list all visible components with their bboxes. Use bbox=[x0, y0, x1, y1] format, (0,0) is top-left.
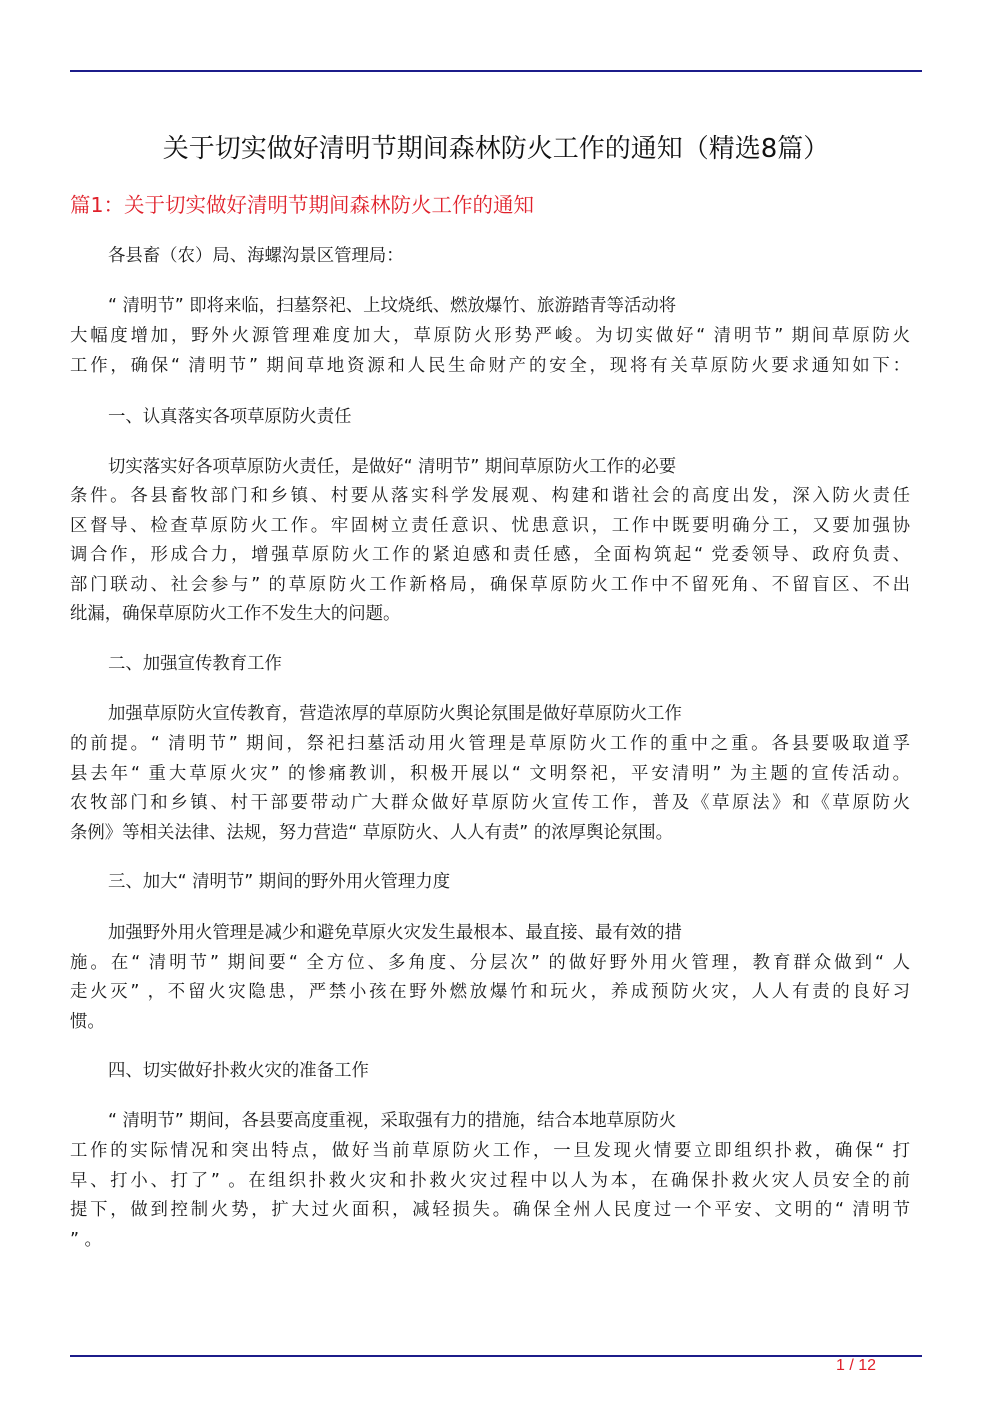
paragraph-line: 施。在“ 清明节” 期间要“ 全方位、多角度、分层次” 的做好野外用火管理，教育群众做到“ 人 bbox=[70, 953, 910, 973]
section-title: 篇1：关于切实做好清明节期间森林防火工作的通知 bbox=[70, 193, 535, 217]
document-title: 关于切实做好清明节期间森林防火工作的通知（精选8篇） bbox=[162, 134, 830, 164]
heading-two: 二、加强宣传教育工作 bbox=[108, 654, 282, 674]
heading-one: 一、认真落实各项草原防火责任 bbox=[108, 407, 352, 427]
salutation: 各县畜（农）局、海螺沟景区管理局： bbox=[108, 246, 404, 266]
paragraph-line: 工作的实际情况和突出特点，做好当前草原防火工作，一旦发现火情要立即组织扑救，确保“ 打 bbox=[70, 1141, 910, 1161]
paragraph-line: 区督导、检查草原防火工作。牢固树立责任意识、忧患意识，工作中既要明确分工，又要加强协 bbox=[70, 516, 910, 536]
paragraph-line: 工作，确保“ 清明节” 期间草地资源和人民生命财产的安全，现将有关草原防火要求通知如下： bbox=[70, 356, 910, 376]
header-rule bbox=[70, 70, 922, 72]
paragraph-line: 切实落实好各项草原防火责任，是做好“ 清明节” 期间草原防火工作的必要 bbox=[108, 457, 677, 477]
paragraph-line: 走火灭” ，不留火灾隐患，严禁小孩在野外燃放爆竹和玩火，养成预防火灾，人人有责的良好习 bbox=[70, 982, 910, 1002]
paragraph-line: 调合作，形成合力，增强草原防火工作的紧迫感和责任感，全面构筑起“ 党委领导、政府负责、 bbox=[70, 545, 910, 565]
paragraph-line: 加强草原防火宣传教育，营造浓厚的草原防火舆论氛围是做好草原防火工作 bbox=[108, 704, 682, 724]
paragraph-line: 加强野外用火管理是减少和避免草原火灾发生最根本、最直接、最有效的措 bbox=[108, 923, 682, 943]
paragraph-line: “ 清明节” 期间，各县要高度重视，采取强有力的措施，结合本地草原防火 bbox=[108, 1111, 677, 1131]
paragraph-line: ” 。 bbox=[70, 1230, 102, 1250]
heading-four: 四、切实做好扑救火灾的准备工作 bbox=[108, 1061, 369, 1081]
page-number: 1 / 12 bbox=[835, 1357, 876, 1374]
paragraph-line: 的前提。“ 清明节” 期间，祭祀扫墓活动用火管理是草原防火工作的重中之重。各县要吸取道孚 bbox=[70, 734, 910, 754]
paragraph-line: “ 清明节” 即将来临，扫墓祭祀、上坟烧纸、燃放爆竹、旅游踏青等活动将 bbox=[108, 296, 677, 316]
paragraph-line: 农牧部门和乡镇、村干部要带动广大群众做好草原防火宣传工作，普及《草原法》和《草原防火 bbox=[70, 793, 910, 813]
paragraph-line: 条例》等相关法律、法规，努力营造“ 草原防火、人人有责” 的浓厚舆论氛围。 bbox=[70, 823, 673, 843]
paragraph-line: 县去年“ 重大草原火灾” 的惨痛教训，积极开展以“ 文明祭祀，平安清明” 为主题的宣传活动。 bbox=[70, 764, 910, 784]
paragraph-line: 提下，做到控制火势，扩大过火面积，减轻损失。确保全州人民度过一个平安、文明的“ 清明节 bbox=[70, 1200, 910, 1220]
heading-three: 三、加大“ 清明节” 期间的野外用火管理力度 bbox=[108, 872, 451, 892]
paragraph-line: 大幅度增加，野外火源管理难度加大，草原防火形势严峻。为切实做好“ 清明节” 期间草原防火 bbox=[70, 326, 910, 346]
paragraph-line: 部门联动、社会参与” 的草原防火工作新格局，确保草原防火工作中不留死角、不留盲区、不出 bbox=[70, 575, 910, 595]
paragraph-line: 条件。各县畜牧部门和乡镇、村要从落实科学发展观、构建和谐社会的高度出发，深入防火责任 bbox=[70, 486, 910, 506]
paragraph-line: 惯。 bbox=[70, 1012, 105, 1032]
paragraph-line: 纰漏，确保草原防火工作不发生大的问题。 bbox=[70, 604, 401, 624]
paragraph-line: 早、打小、打了” 。在组织扑救火灾和扑救火灾过程中以人为本，在确保扑救火灾人员安全的前 bbox=[70, 1171, 910, 1191]
